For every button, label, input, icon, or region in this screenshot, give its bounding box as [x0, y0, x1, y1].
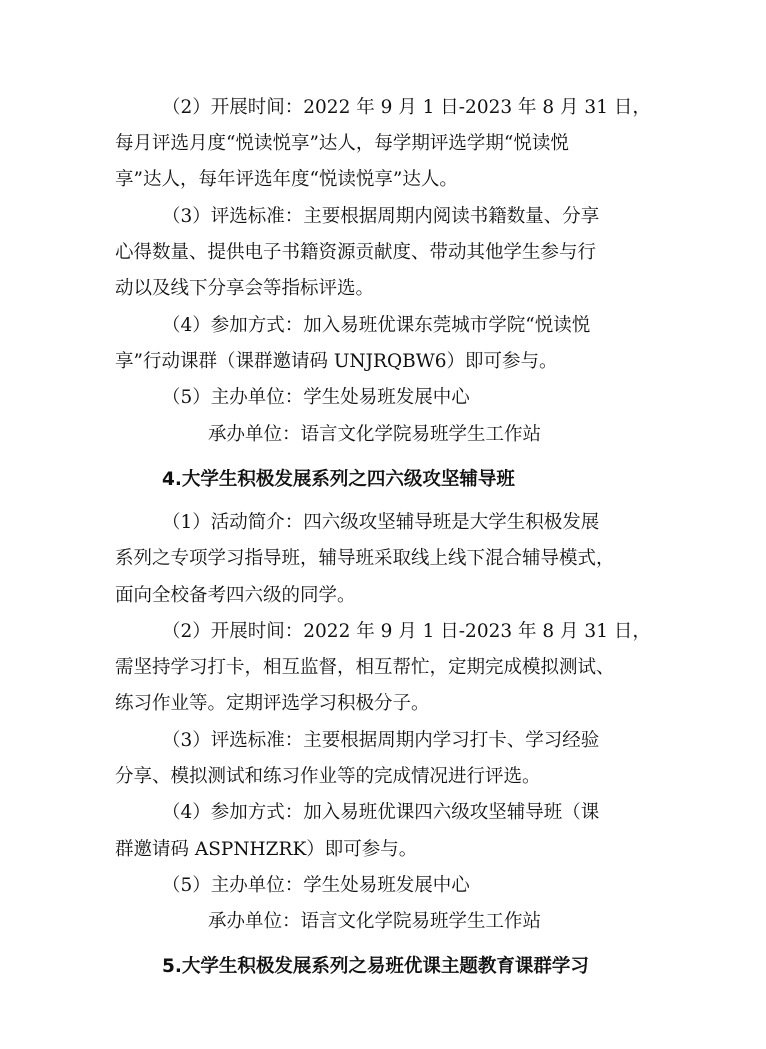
paragraph-line: 享”行动课群（课群邀请码 UNJRQBW6）即可参与。 — [115, 351, 558, 372]
section-heading: 5.大学生积极发展系列之易班优课主题教育课群学习 — [162, 956, 589, 977]
paragraph-line: 每月评选月度“悦读悦享”达人，每学期评选学期“悦读悦 — [115, 133, 569, 154]
paragraph-line: 承办单位：语言文化学院易班学生工作站 — [208, 911, 542, 932]
paragraph-line: （2）开展时间：2022 年 9 月 1 日-2023 年 8 月 31 日， — [162, 621, 651, 642]
paragraph-line: （3）评选标准：主要根据周期内阅读书籍数量、分享 — [162, 206, 600, 227]
paragraph-line: （5）主办单位：学生处易班发展中心 — [162, 387, 470, 408]
paragraph-line: （4）参加方式：加入易班优课东莞城市学院“悦读悦 — [162, 315, 591, 336]
paragraph-line: 分享、模拟测试和练习作业等的完成情况进行评选。 — [115, 766, 541, 787]
paragraph-line: 承办单位：语言文化学院易班学生工作站 — [208, 424, 542, 445]
paragraph-line: 心得数量、提供电子书籍资源贡献度、带动其他学生参与行 — [115, 242, 597, 263]
paragraph-line: （5）主办单位：学生处易班发展中心 — [162, 875, 470, 896]
paragraph-line: 群邀请码 ASPNHZRK）即可参与。 — [115, 839, 418, 860]
paragraph-line: 动以及线下分享会等指标评选。 — [115, 278, 375, 299]
section-heading: 4.大学生积极发展系列之四六级攻坚辅导班 — [162, 469, 515, 490]
paragraph-line: 练习作业等。定期评选学习积极分子。 — [115, 693, 430, 714]
paragraph-line: 需坚持学习打卡，相互监督，相互帮忙，定期完成模拟测试、 — [115, 657, 615, 678]
paragraph-line: 面向全校备考四六级的同学。 — [115, 585, 356, 606]
paragraph-line: （4）参加方式：加入易班优课四六级攻坚辅导班（课 — [162, 802, 600, 823]
paragraph-line: （3）评选标准：主要根据周期内学习打卡、学习经验 — [162, 730, 600, 751]
paragraph-line: 系列之专项学习指导班，辅导班采取线上线下混合辅导模式， — [115, 548, 615, 569]
paragraph-line: 享”达人，每年评选年度“悦读悦享”达人。 — [115, 169, 458, 190]
paragraph-line: （1）活动简介：四六级攻坚辅导班是大学生积极发展 — [162, 512, 600, 533]
paragraph-line: （2）开展时间：2022 年 9 月 1 日-2023 年 8 月 31 日， — [162, 97, 651, 118]
